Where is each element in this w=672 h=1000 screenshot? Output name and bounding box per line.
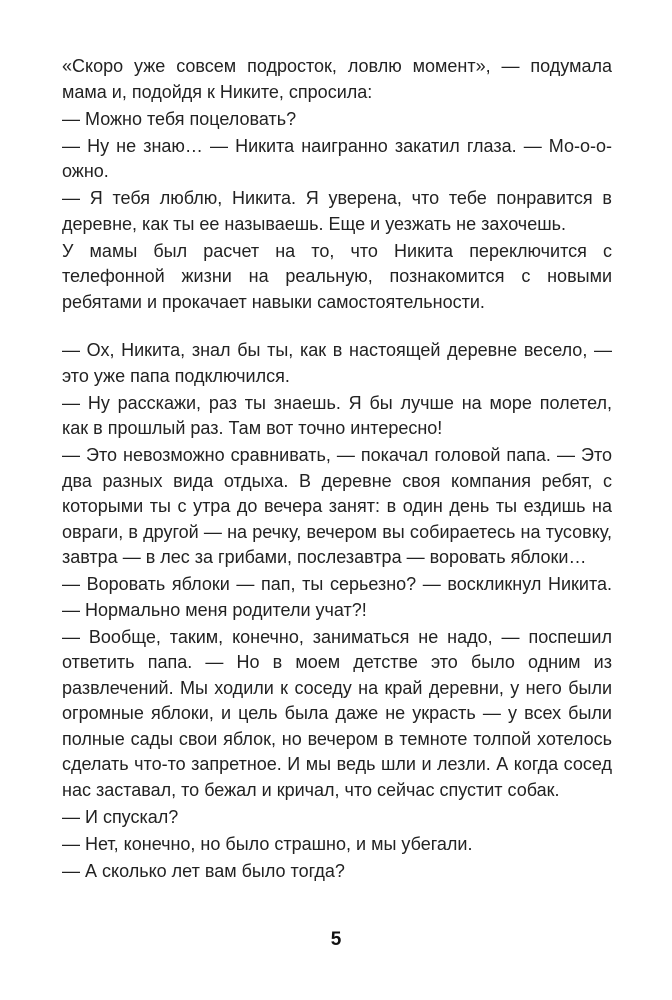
paragraph: — Можно тебя поцеловать?	[62, 108, 297, 129]
paragraph: «Скоро уже совсем подросток, ловлю момент», — подумала мама и, подойдя к Никите, спросила:	[62, 56, 612, 102]
paragraph: — Нет, конечно, но было страшно, и мы убегали.	[62, 833, 473, 854]
paragraph: — А сколько лет вам было тогда?	[62, 860, 345, 881]
text-section-2	[62, 338, 612, 886]
paragraph: — Ох, Никита, знал бы ты, как в настоящей деревне весело, — это уже папа подключился.	[62, 340, 612, 386]
page-number: 5	[330, 929, 342, 950]
paragraph: — Ну расскажи, раз ты знаешь. Я бы лучше на море полетел, как в прошлый раз. Там вот точно интересно!	[62, 392, 612, 438]
paragraph: — Воровать яблоки — пап, ты серьезно? — воскликнул Никита. — Нормально меня родители учат?!	[62, 574, 612, 620]
paragraph: — И спускал?	[62, 806, 179, 827]
text-section-1	[62, 54, 612, 317]
paragraph: — Вообще, таким, конечно, заниматься не надо, — поспешил ответить папа. — Но в моем детстве это было одним из развлечений. Мы ходили к соседу на край деревни, у него были огромные яблоки, и цель была даже не украсть — у всех были полные сады свои яблок, но вечером в темноте толпой хотелось сделать что-то запретное. И мы ведь шли и лезли. А когда сосед нас заставал, то бежал и кричал, что сейчас спустит собак.	[62, 626, 612, 800]
paragraph: У мамы был расчет на то, что Никита переключится с телефонной жизни на реальную, познакомится с новыми ребятами и прокачает навыки самостоятельности.	[62, 240, 612, 312]
paragraph: — Я тебя люблю, Никита. Я уверена, что тебе понравится в деревне, как ты ее называешь. Еще и уезжать не захочешь.	[62, 188, 612, 234]
paragraph: — Ну не знаю… — Никита наигранно закатил глаза. — Мо-о-о-ожно.	[62, 135, 612, 181]
paragraph: — Это невозможно сравнивать, — покачал головой папа. — Это два разных вида отдыха. В деревне своя компания ребят, с которыми ты с утра до вечера занят: в один день ты ездишь на овраги, в другой — на речку, вечером вы собираетесь на тусовку, завтра — в лес за грибами, послезавтра — воровать яблоки…	[62, 445, 612, 567]
